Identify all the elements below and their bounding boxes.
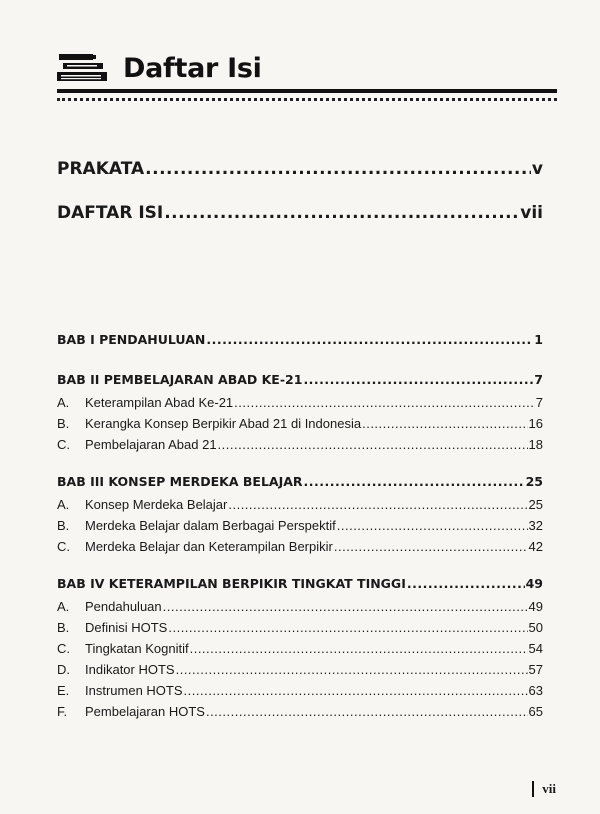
toc-item[interactable]: [57, 662, 543, 677]
dot-leader: [234, 395, 535, 410]
chapter-entry[interactable]: [57, 372, 543, 387]
toc-item-page: 32: [528, 518, 543, 533]
chapter-entry[interactable]: [57, 474, 543, 489]
toc-entry[interactable]: [57, 203, 543, 223]
toc-item[interactable]: [57, 539, 543, 554]
toc-entry-label: PRAKATA: [57, 159, 145, 179]
toc-item-text: [57, 497, 227, 512]
toc-item-page: 18: [528, 437, 543, 452]
toc-item-page: 25: [528, 497, 543, 512]
dot-leader: [145, 159, 531, 179]
toc-item-text: [57, 662, 175, 677]
chapter-title: BAB II PEMBELAJARAN ABAD KE-21: [57, 372, 303, 387]
item-label: Kerangka Konsep Berpikir Abad 21 di Indonesia: [85, 416, 362, 431]
item-label: Pendahuluan: [85, 599, 162, 614]
toc-item[interactable]: [57, 518, 543, 533]
chapter-title: BAB IV KETERAMPILAN BERPIKIR TINGKAT TINGGI: [57, 576, 406, 591]
toc-entry[interactable]: [57, 159, 543, 179]
toc-entry-page: v: [531, 159, 543, 179]
toc-item-page: 54: [528, 641, 543, 656]
dot-leader: [304, 474, 525, 489]
toc-item-page: 7: [535, 395, 543, 410]
item-label: Indikator HOTS: [85, 662, 175, 677]
toc-item[interactable]: [57, 437, 543, 452]
dot-leader: [190, 641, 528, 656]
dot-leader: [206, 704, 528, 719]
toc-item-page: 50: [528, 620, 543, 635]
item-letter: D.: [57, 662, 70, 677]
table-of-contents: [57, 0, 543, 814]
toc-entry-page: vii: [520, 203, 543, 223]
toc-item-text: [57, 437, 217, 452]
toc-item[interactable]: [57, 620, 543, 635]
dot-leader: [168, 620, 527, 635]
item-letter: A.: [57, 497, 70, 512]
toc-item-text: [57, 539, 333, 554]
dot-leader: [337, 518, 528, 533]
toc-item[interactable]: [57, 683, 543, 698]
toc-item-page: 49: [528, 599, 543, 614]
toc-item-text: [57, 641, 189, 656]
item-label: Konsep Merdeka Belajar: [85, 497, 228, 512]
toc-item-text: [57, 683, 183, 698]
toc-item-page: 42: [528, 539, 543, 554]
item-letter: B.: [57, 518, 70, 533]
dot-leader: [334, 539, 528, 554]
footer-bar: [532, 781, 534, 797]
toc-item[interactable]: [57, 704, 543, 719]
dot-leader: [184, 683, 528, 698]
chapter-page: 49: [525, 576, 543, 591]
toc-item-text: [57, 599, 162, 614]
item-label: Merdeka Belajar dan Keterampilan Berpikir: [85, 539, 333, 554]
item-letter: C.: [57, 437, 70, 452]
item-label: Keterampilan Abad Ke-21: [85, 395, 234, 410]
item-label: Merdeka Belajar dalam Berbagai Perspektif: [85, 518, 336, 533]
chapter-entry[interactable]: [57, 576, 543, 591]
dot-leader: [218, 437, 528, 452]
item-letter: B.: [57, 416, 70, 431]
toc-item-text: [57, 395, 233, 410]
chapter-title: BAB I PENDAHULUAN: [57, 332, 206, 347]
chapter-title: BAB III KONSEP MERDEKA BELAJAR: [57, 474, 303, 489]
toc-item-text: [57, 620, 167, 635]
chapter-page: 25: [525, 474, 543, 489]
dot-leader: [163, 599, 528, 614]
item-letter: B.: [57, 620, 70, 635]
item-letter: E.: [57, 683, 70, 698]
page-footer: [532, 781, 556, 797]
item-label: Definisi HOTS: [85, 620, 168, 635]
toc-item[interactable]: [57, 599, 543, 614]
toc-entry-label: DAFTAR ISI: [57, 203, 164, 223]
item-letter: C.: [57, 641, 70, 656]
dot-leader: [176, 662, 528, 677]
toc-item[interactable]: [57, 416, 543, 431]
item-label: Tingkatan Kognitif: [85, 641, 189, 656]
toc-item-page: 57: [528, 662, 543, 677]
dot-leader: [206, 332, 533, 347]
page-title: Daftar Isi: [123, 53, 262, 84]
toc-item-page: 63: [528, 683, 543, 698]
chapter-page: 1: [534, 332, 543, 347]
toc-item-page: 16: [528, 416, 543, 431]
chapter-entry[interactable]: [57, 332, 543, 347]
item-letter: A.: [57, 395, 70, 410]
dot-leader: [164, 203, 519, 223]
item-label: Pembelajaran HOTS: [85, 704, 205, 719]
page-number: vii: [542, 781, 556, 796]
chapter-page: 7: [534, 372, 543, 387]
toc-item-text: [57, 518, 336, 533]
toc-item-page: 65: [528, 704, 543, 719]
item-letter: F.: [57, 704, 68, 719]
item-label: Pembelajaran Abad 21: [85, 437, 217, 452]
dot-leader: [407, 576, 525, 591]
dot-leader: [303, 372, 533, 387]
item-letter: C.: [57, 539, 70, 554]
item-letter: A.: [57, 599, 70, 614]
toc-item[interactable]: [57, 641, 543, 656]
dot-leader: [228, 497, 527, 512]
toc-item[interactable]: [57, 497, 543, 512]
toc-item-text: [57, 704, 205, 719]
item-label: Instrumen HOTS: [85, 683, 183, 698]
dot-leader: [362, 416, 527, 431]
toc-item-text: [57, 416, 361, 431]
toc-item[interactable]: [57, 395, 543, 410]
